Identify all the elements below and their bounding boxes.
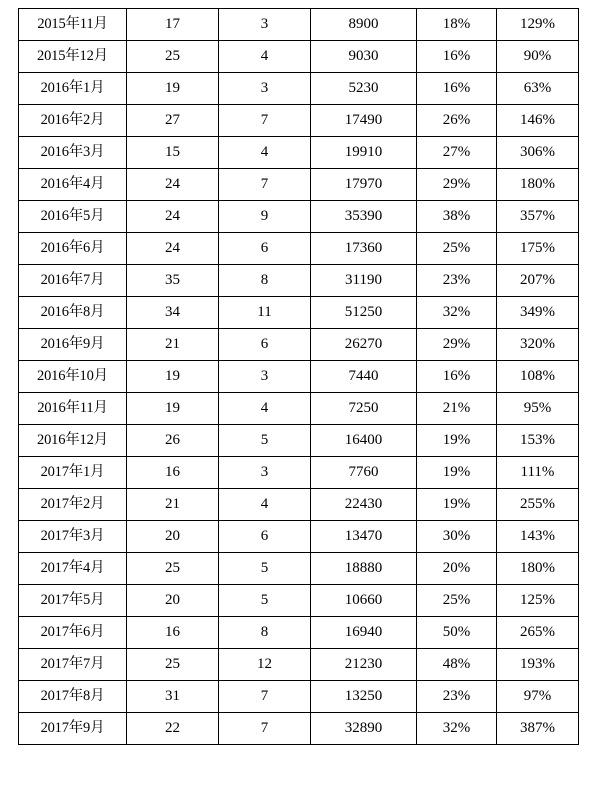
- table-cell-amount: 51250: [311, 297, 417, 329]
- table-cell-month: 2016年9月: [19, 329, 127, 361]
- table-cell-rate_1: 29%: [417, 329, 497, 361]
- table-row: [19, 649, 579, 681]
- table-row: [19, 681, 579, 713]
- table-row: [19, 489, 579, 521]
- table-cell-count_a: 24: [127, 169, 219, 201]
- table-cell-count_b: 6: [219, 233, 311, 265]
- table-cell-rate_1: 25%: [417, 585, 497, 617]
- table-cell-rate_1: 16%: [417, 73, 497, 105]
- table-cell-rate_2: 207%: [497, 265, 579, 297]
- table-cell-amount: 17970: [311, 169, 417, 201]
- table-cell-month: 2017年5月: [19, 585, 127, 617]
- table-cell-count_b: 7: [219, 105, 311, 137]
- table-cell-month: 2015年12月: [19, 41, 127, 73]
- table-row: [19, 137, 579, 169]
- table-row: [19, 617, 579, 649]
- table-cell-amount: 10660: [311, 585, 417, 617]
- table-cell-rate_1: 27%: [417, 137, 497, 169]
- table-cell-rate_2: 180%: [497, 553, 579, 585]
- table-cell-count_b: 3: [219, 73, 311, 105]
- table-row: [19, 41, 579, 73]
- table-cell-count_b: 4: [219, 393, 311, 425]
- table-cell-rate_2: 175%: [497, 233, 579, 265]
- table-cell-rate_1: 16%: [417, 361, 497, 393]
- table-cell-month: 2016年4月: [19, 169, 127, 201]
- table-cell-amount: 16400: [311, 425, 417, 457]
- table-cell-month: 2017年8月: [19, 681, 127, 713]
- table-row: [19, 297, 579, 329]
- table-cell-amount: 22430: [311, 489, 417, 521]
- table-row: [19, 9, 579, 41]
- table-cell-count_a: 25: [127, 41, 219, 73]
- table-cell-amount: 17360: [311, 233, 417, 265]
- table-cell-rate_1: 19%: [417, 489, 497, 521]
- table-cell-count_a: 34: [127, 297, 219, 329]
- table-cell-month: 2016年3月: [19, 137, 127, 169]
- table-cell-rate_1: 23%: [417, 681, 497, 713]
- table-row: [19, 425, 579, 457]
- table-cell-rate_1: 18%: [417, 9, 497, 41]
- table-cell-month: 2016年6月: [19, 233, 127, 265]
- table-cell-rate_1: 32%: [417, 297, 497, 329]
- table-cell-rate_2: 180%: [497, 169, 579, 201]
- table-cell-count_a: 16: [127, 457, 219, 489]
- table-cell-count_a: 15: [127, 137, 219, 169]
- table-cell-rate_1: 23%: [417, 265, 497, 297]
- table-cell-count_a: 21: [127, 489, 219, 521]
- table-cell-month: 2017年1月: [19, 457, 127, 489]
- table-row: [19, 73, 579, 105]
- table-row: [19, 521, 579, 553]
- table-cell-rate_1: 25%: [417, 233, 497, 265]
- table-cell-count_a: 19: [127, 73, 219, 105]
- table-cell-count_a: 21: [127, 329, 219, 361]
- table-cell-rate_1: 38%: [417, 201, 497, 233]
- table-cell-rate_2: 265%: [497, 617, 579, 649]
- table-cell-count_b: 4: [219, 137, 311, 169]
- table-body: [19, 9, 579, 745]
- table-cell-count_b: 9: [219, 201, 311, 233]
- table-cell-rate_2: 111%: [497, 457, 579, 489]
- table-cell-amount: 7440: [311, 361, 417, 393]
- table-cell-amount: 8900: [311, 9, 417, 41]
- table-cell-rate_2: 349%: [497, 297, 579, 329]
- table-row: [19, 169, 579, 201]
- data-table: [18, 8, 579, 745]
- table-cell-month: 2017年4月: [19, 553, 127, 585]
- table-cell-amount: 35390: [311, 201, 417, 233]
- table-cell-month: 2016年8月: [19, 297, 127, 329]
- table-cell-month: 2017年7月: [19, 649, 127, 681]
- table-cell-count_b: 8: [219, 617, 311, 649]
- table-row: [19, 361, 579, 393]
- table-cell-rate_2: 97%: [497, 681, 579, 713]
- table-cell-rate_2: 95%: [497, 393, 579, 425]
- table-cell-month: 2016年11月: [19, 393, 127, 425]
- table-cell-count_a: 20: [127, 521, 219, 553]
- table-cell-rate_2: 90%: [497, 41, 579, 73]
- table-cell-rate_1: 30%: [417, 521, 497, 553]
- table-row: [19, 201, 579, 233]
- table-cell-amount: 17490: [311, 105, 417, 137]
- table-cell-rate_1: 50%: [417, 617, 497, 649]
- table-cell-month: 2017年6月: [19, 617, 127, 649]
- table-cell-amount: 5230: [311, 73, 417, 105]
- table-cell-amount: 19910: [311, 137, 417, 169]
- table-cell-month: 2017年2月: [19, 489, 127, 521]
- table-cell-amount: 16940: [311, 617, 417, 649]
- table-row: [19, 457, 579, 489]
- table-cell-count_a: 25: [127, 649, 219, 681]
- table-cell-count_b: 3: [219, 9, 311, 41]
- table-cell-rate_1: 20%: [417, 553, 497, 585]
- table-cell-count_a: 24: [127, 233, 219, 265]
- table-row: [19, 393, 579, 425]
- table-cell-count_b: 4: [219, 489, 311, 521]
- table-cell-rate_2: 306%: [497, 137, 579, 169]
- table-cell-rate_1: 19%: [417, 457, 497, 489]
- table-cell-count_a: 25: [127, 553, 219, 585]
- table-cell-month: 2017年3月: [19, 521, 127, 553]
- table-cell-amount: 21230: [311, 649, 417, 681]
- table-cell-count_a: 26: [127, 425, 219, 457]
- table-cell-count_b: 7: [219, 169, 311, 201]
- table-row: [19, 585, 579, 617]
- table-cell-month: 2016年12月: [19, 425, 127, 457]
- table-cell-count_a: 22: [127, 713, 219, 745]
- table-cell-count_b: 5: [219, 553, 311, 585]
- table-cell-month: 2016年1月: [19, 73, 127, 105]
- table-cell-rate_1: 48%: [417, 649, 497, 681]
- table-cell-count_b: 6: [219, 521, 311, 553]
- table-cell-count_b: 7: [219, 681, 311, 713]
- table-cell-month: 2015年11月: [19, 9, 127, 41]
- table-cell-amount: 31190: [311, 265, 417, 297]
- table-cell-count_a: 19: [127, 393, 219, 425]
- table-row: [19, 233, 579, 265]
- table-cell-rate_2: 143%: [497, 521, 579, 553]
- table-cell-amount: 32890: [311, 713, 417, 745]
- table-cell-rate_2: 146%: [497, 105, 579, 137]
- table-cell-rate_1: 19%: [417, 425, 497, 457]
- table-cell-month: 2016年7月: [19, 265, 127, 297]
- table-cell-count_b: 7: [219, 713, 311, 745]
- table-cell-rate_1: 26%: [417, 105, 497, 137]
- table-cell-rate_2: 193%: [497, 649, 579, 681]
- table-cell-amount: 7760: [311, 457, 417, 489]
- table-cell-amount: 9030: [311, 41, 417, 73]
- table-cell-month: 2016年5月: [19, 201, 127, 233]
- table-row: [19, 713, 579, 745]
- table-cell-rate_2: 125%: [497, 585, 579, 617]
- table-cell-count_a: 35: [127, 265, 219, 297]
- table-cell-count_b: 5: [219, 425, 311, 457]
- table-cell-amount: 18880: [311, 553, 417, 585]
- table-cell-count_b: 5: [219, 585, 311, 617]
- table-cell-count_a: 20: [127, 585, 219, 617]
- table-row: [19, 265, 579, 297]
- table-cell-rate_1: 32%: [417, 713, 497, 745]
- table-cell-rate_2: 387%: [497, 713, 579, 745]
- table-cell-count_b: 6: [219, 329, 311, 361]
- table-cell-rate_2: 357%: [497, 201, 579, 233]
- table-row: [19, 553, 579, 585]
- table-cell-rate_1: 16%: [417, 41, 497, 73]
- table-cell-amount: 13470: [311, 521, 417, 553]
- table-cell-count_b: 3: [219, 361, 311, 393]
- table-cell-count_a: 16: [127, 617, 219, 649]
- table-cell-amount: 26270: [311, 329, 417, 361]
- table-cell-count_a: 27: [127, 105, 219, 137]
- table-cell-rate_2: 255%: [497, 489, 579, 521]
- table-cell-count_a: 31: [127, 681, 219, 713]
- table-cell-rate_2: 63%: [497, 73, 579, 105]
- table-cell-amount: 7250: [311, 393, 417, 425]
- table-cell-rate_1: 21%: [417, 393, 497, 425]
- table-row: [19, 329, 579, 361]
- table-cell-count_a: 24: [127, 201, 219, 233]
- table-cell-count_b: 8: [219, 265, 311, 297]
- table-cell-month: 2017年9月: [19, 713, 127, 745]
- table-cell-count_b: 4: [219, 41, 311, 73]
- table-cell-rate_2: 108%: [497, 361, 579, 393]
- table-row: [19, 105, 579, 137]
- table-cell-amount: 13250: [311, 681, 417, 713]
- table-cell-month: 2016年2月: [19, 105, 127, 137]
- table-cell-month: 2016年10月: [19, 361, 127, 393]
- table-cell-count_b: 11: [219, 297, 311, 329]
- table-cell-count_b: 3: [219, 457, 311, 489]
- table-cell-count_a: 17: [127, 9, 219, 41]
- table-cell-count_b: 12: [219, 649, 311, 681]
- table-cell-count_a: 19: [127, 361, 219, 393]
- table-cell-rate_2: 153%: [497, 425, 579, 457]
- table-cell-rate_2: 320%: [497, 329, 579, 361]
- table-cell-rate_2: 129%: [497, 9, 579, 41]
- table-cell-rate_1: 29%: [417, 169, 497, 201]
